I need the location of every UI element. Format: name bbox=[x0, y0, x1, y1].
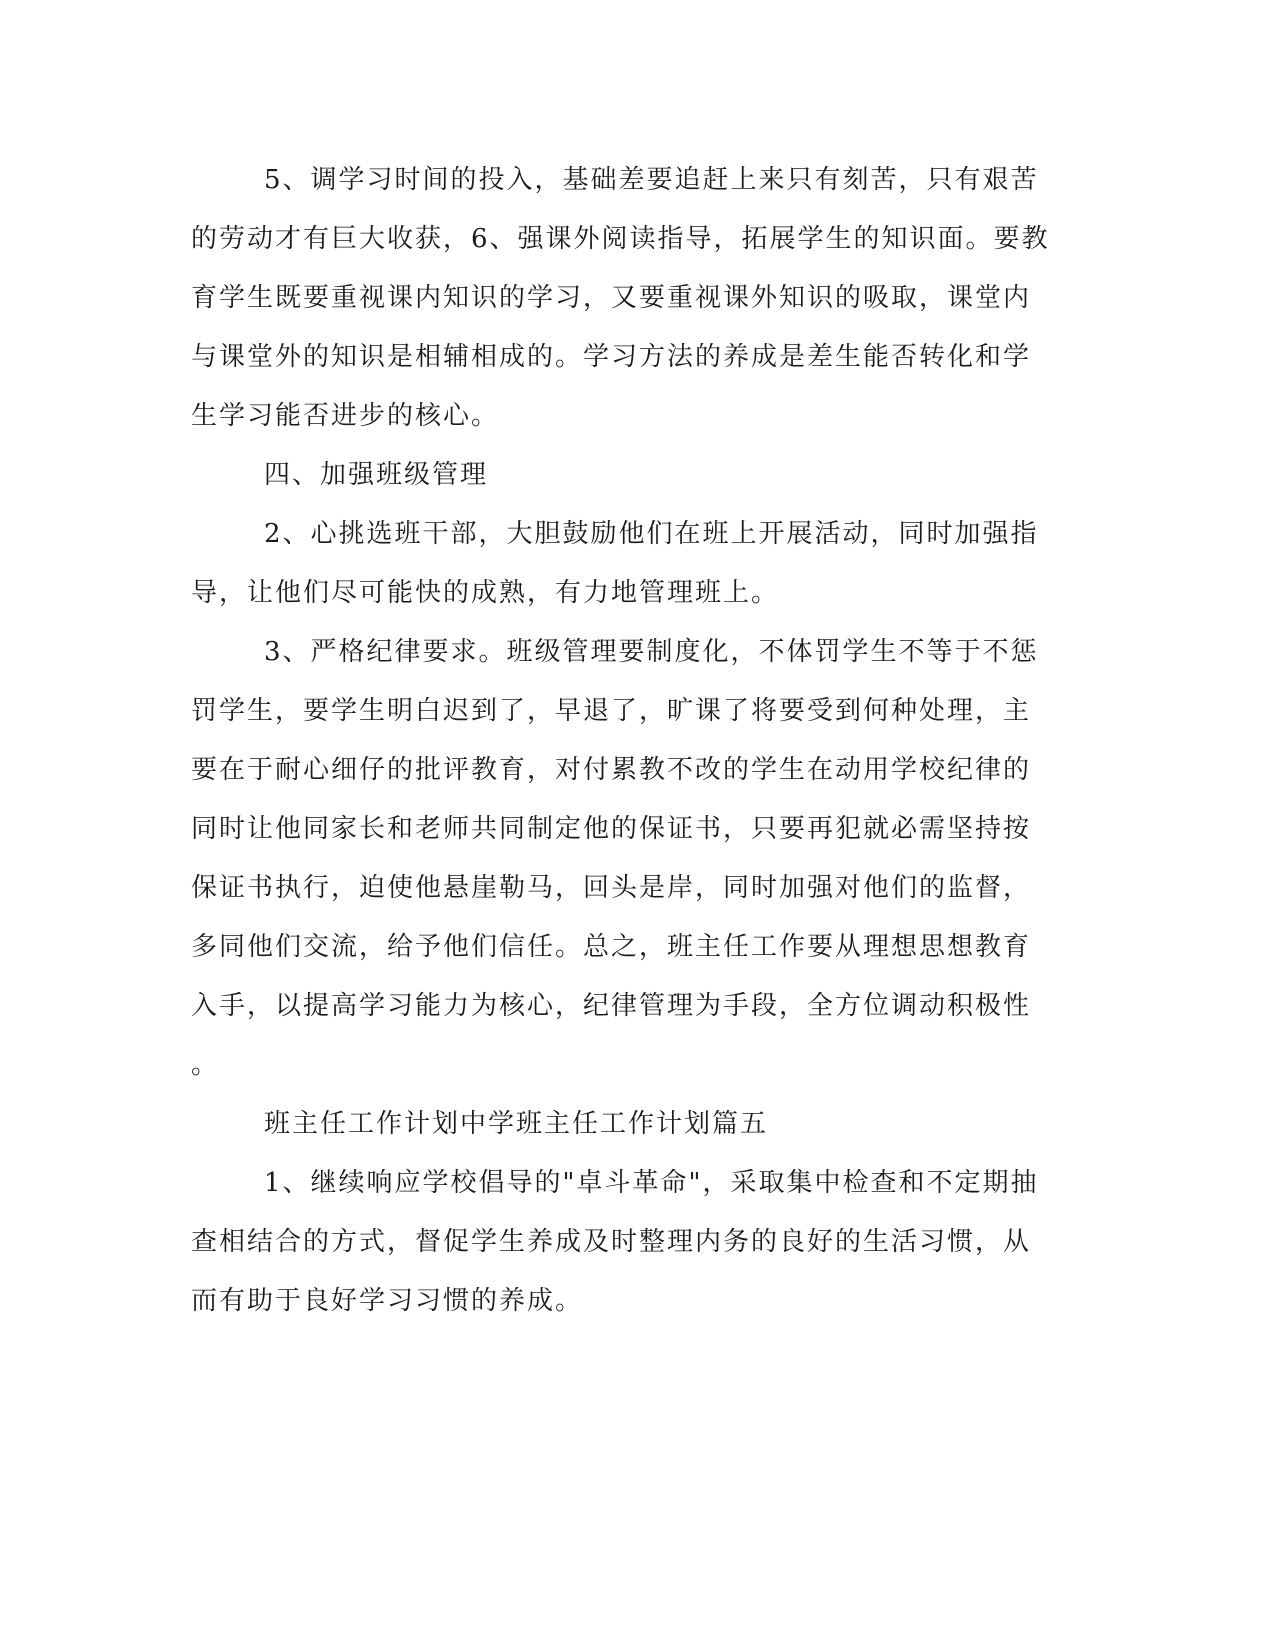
paragraph-line: 要在于耐心细仔的批评教育，对付累教不改的学生在动用学校纪律的 bbox=[191, 755, 1032, 785]
paragraph-line: 罚学生，要学生明白迟到了，早退了，旷课了将要受到何种处理，主 bbox=[191, 696, 1032, 726]
paragraph-line: 查相结合的方式，督促学生养成及时整理内务的良好的生活习惯，从 bbox=[191, 1227, 1032, 1257]
paragraph-line: 同时让他同家长和老师共同制定他的保证书，只要再犯就必需坚持按 bbox=[191, 814, 1032, 844]
section-heading: 四、加强班级管理 bbox=[264, 460, 489, 490]
paragraph-line: 。 bbox=[191, 1050, 220, 1080]
paragraph-line: 入手，以提高学习能力为核心，纪律管理为手段，全方位调动积极性 bbox=[191, 991, 1032, 1021]
paragraph-line: 导，让他们尽可能快的成熟，有力地管理班上。 bbox=[191, 578, 780, 608]
paragraph-line: 育学生既要重视课内知识的学习，又要重视课外知识的吸取，课堂内 bbox=[191, 283, 1032, 313]
paragraph-line: 生学习能否进步的核心。 bbox=[191, 401, 500, 431]
paragraph-line: 的劳动才有巨大收获，6、强课外阅读指导，拓展学生的知识面。要教 bbox=[191, 224, 1050, 254]
paragraph-line: 2、心挑选班干部，大胆鼓励他们在班上开展活动，同时加强指 bbox=[264, 519, 1039, 549]
paragraph-line: 与课堂外的知识是相辅相成的。学习方法的养成是差生能否转化和学 bbox=[191, 342, 1032, 372]
paragraph-line: 保证书执行，迫使他悬崖勒马，回头是岸，同时加强对他们的监督， bbox=[191, 873, 1032, 903]
paragraph-line: 3、严格纪律要求。班级管理要制度化，不体罚学生不等于不惩 bbox=[264, 637, 1039, 667]
paragraph-line: 多同他们交流，给予他们信任。总之，班主任工作要从理想思想教育 bbox=[191, 932, 1032, 962]
section-title: 班主任工作计划中学班主任工作计划篇五 bbox=[264, 1109, 769, 1139]
paragraph-line: 而有助于良好学习习惯的养成。 bbox=[191, 1286, 584, 1316]
paragraph-line: 5、调学习时间的投入，基础差要追赶上来只有刻苦，只有艰苦 bbox=[264, 165, 1039, 195]
paragraph-line: 1、继续响应学校倡导的"卓斗革命"，采取集中检查和不定期抽 bbox=[264, 1168, 1039, 1198]
